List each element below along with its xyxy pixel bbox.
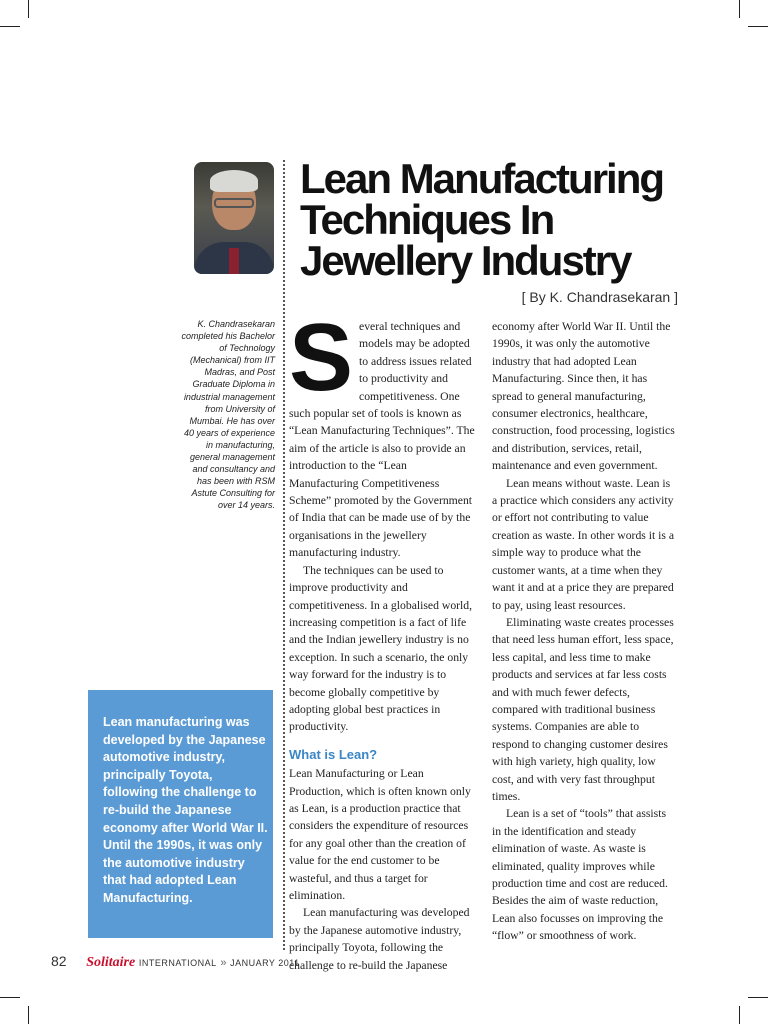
paragraph: Lean means without waste. Lean is a practice which considers any activity or effort not contributing to value creation as waste. In other words it is a simple way to produce what the customer wants, at a time when they want it and at a price they are prepared to pay, using least resources. <box>492 476 675 612</box>
edition-label: INTERNATIONAL <box>138 958 217 968</box>
body-column-2 <box>492 318 676 945</box>
title-line: Techniques In <box>300 196 554 243</box>
paragraph: Eliminating waste creates processes that need less human effort, less space, less capital, and less time to make products and services at far less costs and with much fewer defects, compared with traditional business systems. Companies are able to respond to changing customer desires with high variety, high quality, low cost, and with very fast throughput times. <box>492 615 674 803</box>
paragraph: Lean manufacturing was developed by the Japanese automotive industry, principally Toyota, following the challenge to re-build the Japanese <box>289 906 470 972</box>
pull-quote-text: Lean manufacturing was developed by the Japanese automotive industry, principally Toyota, following the challenge to re-build the Japanese economy after World War II. Until the 1990s, it was only the automotive industry that had adopted Lean Manufacturing. <box>103 715 268 905</box>
author-bio: K. Chandrasekaran completed his Bachelor of Technology (Mechanical) from IIT Madras, and Post Graduate Diploma in industrial management from University of Mumbai. He has over 40 years of experience in manufacturing, general management and consultancy and has been with RSM Astute Consulting for over 14 years. <box>181 319 275 511</box>
crop-mark <box>28 0 29 18</box>
crop-mark <box>0 26 20 27</box>
paragraph: The techniques can be used to improve productivity and competitiveness. In a globalised world, increasing competition is a fact of life and the Indian jewellery industry is no exception. In such a scenario, the only way forward for the industry is to become globally competitive by adopting global best practices in productivity. <box>289 563 473 734</box>
author-photo <box>194 162 274 274</box>
drop-cap: S <box>289 304 354 411</box>
paragraph: Lean Manufacturing or Lean Production, which is often known only as Lean, is a production practice that considers the expenditure of resources for any goal other than the creation of value for the end customer to be wasteful, and thus a target for elimination. <box>289 767 471 902</box>
crop-mark <box>739 0 740 18</box>
crop-mark <box>28 1006 29 1024</box>
magazine-logo: Solitaire <box>86 955 136 970</box>
title-line: Jewellery Industry <box>300 237 631 284</box>
article-title <box>300 155 760 284</box>
crop-mark <box>748 26 768 27</box>
page-footer <box>51 953 300 971</box>
issue-date: JANUARY 2011 <box>230 958 300 968</box>
crop-mark <box>739 1006 740 1024</box>
title-line: Lean Manufacturing <box>300 155 664 202</box>
page-number: 82 <box>51 953 67 969</box>
paragraph: Lean is a set of “tools” that assists in the identification and steady elimination of waste. As waste is eliminated, quality improves while production time and cost are reduced. Besides the aim of waste reduction, Lean also focusses on improving the “flow” or smoothness of work. <box>492 807 668 943</box>
body-column-1 <box>289 304 476 974</box>
byline: [ By K. Chandrasekaran ] <box>521 289 678 305</box>
pull-quote-box <box>88 690 273 938</box>
crop-mark <box>0 997 20 998</box>
column-divider <box>283 160 285 950</box>
chevron-right-icon: » <box>220 957 227 969</box>
section-heading: What is Lean? <box>289 746 378 762</box>
paragraph: economy after World War II. Until the 1990s, it was only the automotive industry that had adopted Lean Manufacturing. Since then, it has spread to general manufacturing, consumer electronics, healthcare, construction, food processing, logistics and distribution, services, retail, maintenance and even government. <box>492 320 675 473</box>
paragraph: everal techniques and models may be adopted to address issues related to productivity and competitiveness. One such popular set of tools is known as “Lean Manufacturing Techniques”. The aim of the article is also to provide an introduction to the “Lean Manufacturing Competitiveness Scheme” promoted by the Government of India that can be made use of by the organisations in the jewellery manufacturing industry. <box>289 320 475 560</box>
crop-mark <box>748 997 768 998</box>
